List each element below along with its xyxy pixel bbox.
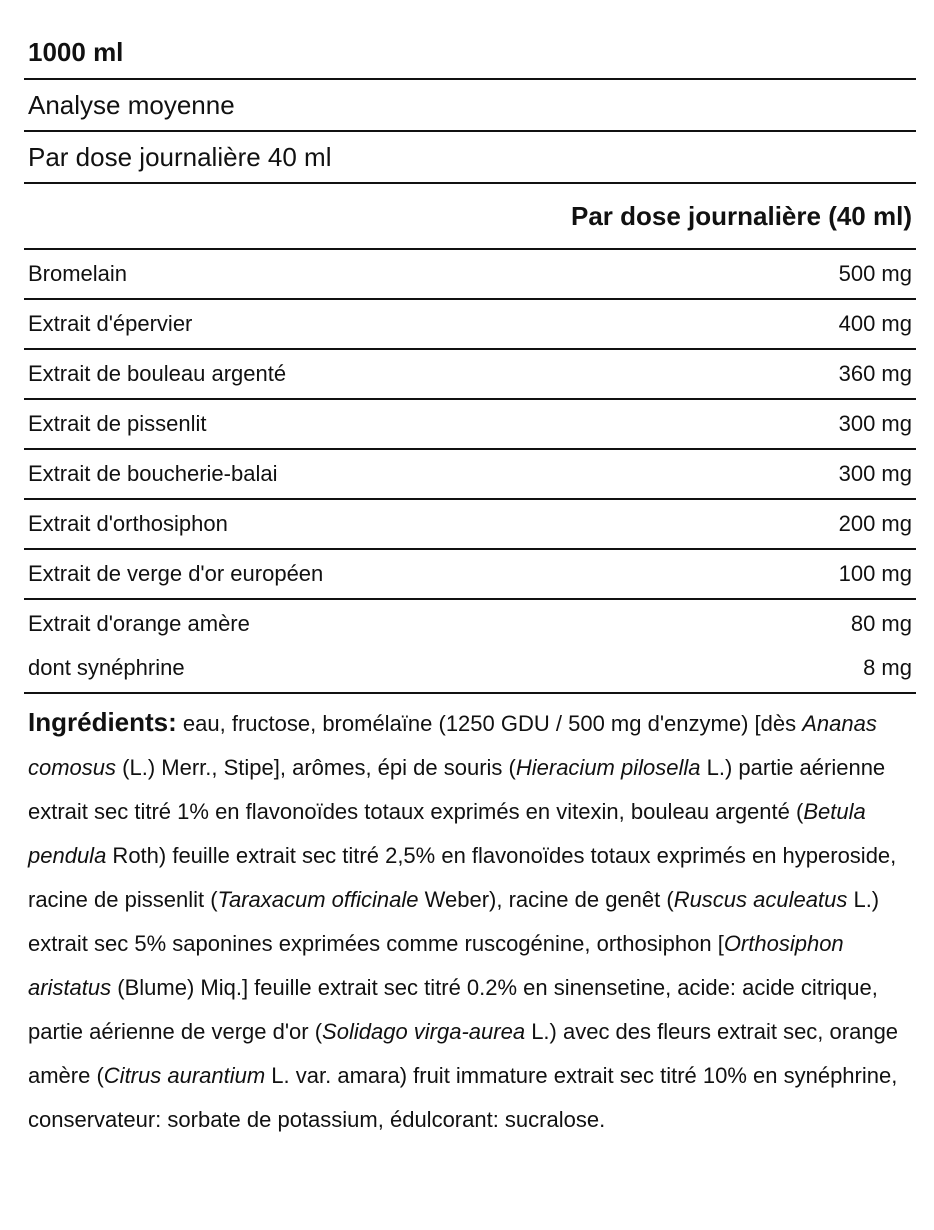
ingredient-segment: L.) partie aérienne extrait sec titré 1% en flavonoïdes totaux exprimés en vitexin, bouleau argenté ( xyxy=(28,755,886,824)
row-value: 500 mg xyxy=(838,261,912,286)
row-name: Extrait d'épervier xyxy=(28,311,193,336)
row-name: Extrait de pissenlit xyxy=(28,411,207,436)
row-name: Bromelain xyxy=(28,261,128,286)
row-value: 80 mg xyxy=(850,611,912,636)
ingredient-segment: (L.) Merr., Stipe], arômes, épi de souris ( xyxy=(116,755,516,780)
latin-name: Ananas comosus xyxy=(28,711,877,780)
ingredients-text xyxy=(28,711,898,1132)
row-value: 300 mg xyxy=(838,411,912,436)
analysis-title-row xyxy=(24,80,916,132)
latin-name: Ruscus aculeatus xyxy=(673,887,848,912)
volume-row xyxy=(24,0,916,80)
latin-name: Betula pendula xyxy=(28,799,866,868)
row-value: 400 mg xyxy=(838,311,912,336)
subrow-value: 8 mg xyxy=(863,655,912,680)
row-value: 200 mg xyxy=(838,511,912,536)
column-header: Par dose journalière (40 ml) xyxy=(570,200,912,231)
table-row xyxy=(24,250,916,300)
subrow-detail xyxy=(28,646,912,690)
table-row xyxy=(24,300,916,350)
latin-name: Taraxacum officinale xyxy=(217,887,419,912)
ingredients-paragraph xyxy=(24,694,916,1142)
ingredient-segment: L.) avec des fleurs extrait sec, orange amère ( xyxy=(28,1019,899,1088)
row-name: Extrait de boucherie-balai xyxy=(28,461,278,486)
volume-label: 1000 ml xyxy=(28,37,124,67)
column-header-row xyxy=(24,184,916,250)
latin-name: Orthosiphon aristatus xyxy=(28,931,844,1000)
row-name: Extrait de verge d'or européen xyxy=(28,561,324,586)
latin-name: Hieracium pilosella xyxy=(515,755,701,780)
latin-name: Citrus aurantium xyxy=(103,1063,266,1088)
ingredient-segment: eau, fructose, bromélaïne (1250 GDU / 500 mg d'enzyme) [dès xyxy=(176,711,803,736)
row-name: Extrait d'orange amère xyxy=(28,611,250,636)
row-name: Extrait de bouleau argenté xyxy=(28,361,287,386)
table-row xyxy=(24,350,916,400)
nutrition-table xyxy=(24,0,916,1142)
row-value: 360 mg xyxy=(838,361,912,386)
table-row xyxy=(24,500,916,550)
latin-name: Solidago virga-aurea xyxy=(322,1019,526,1044)
ingredient-segment: L.) extrait sec 5% saponines exprimées comme ruscogénine, orthosiphon [ xyxy=(28,887,880,956)
row-value: 300 mg xyxy=(838,461,912,486)
table-row-with-subrow xyxy=(24,600,916,694)
dose-line-row xyxy=(24,132,916,184)
dose-line: Par dose journalière 40 ml xyxy=(28,141,332,172)
analysis-title: Analyse moyenne xyxy=(28,89,235,120)
table-row xyxy=(24,550,916,600)
ingredients-label: Ingrédients: xyxy=(28,707,177,737)
subrow-name: dont synéphrine xyxy=(28,655,185,680)
row-value: 100 mg xyxy=(838,561,912,586)
ingredient-segment: Weber), racine de genêt ( xyxy=(418,887,674,912)
ingredient-segment: (Blume) Miq.] feuille extrait sec titré 0.2% en sinensetine, acide: acide citrique, partie aérienne de verge d'or ( xyxy=(28,975,878,1044)
table-row xyxy=(24,450,916,500)
ingredient-segment: L. var. amara) fruit immature extrait sec titré 10% en synéphrine, conservateur: sorbate de potassium, édulcorant: sucralose. xyxy=(28,1063,898,1132)
table-row xyxy=(24,400,916,450)
ingredient-segment: Roth) feuille extrait sec titré 2,5% en flavonoïdes totaux exprimés en hyperoside, racine de pissenlit ( xyxy=(28,843,897,912)
row-name: Extrait d'orthosiphon xyxy=(28,511,228,536)
subrow-main xyxy=(28,602,912,646)
